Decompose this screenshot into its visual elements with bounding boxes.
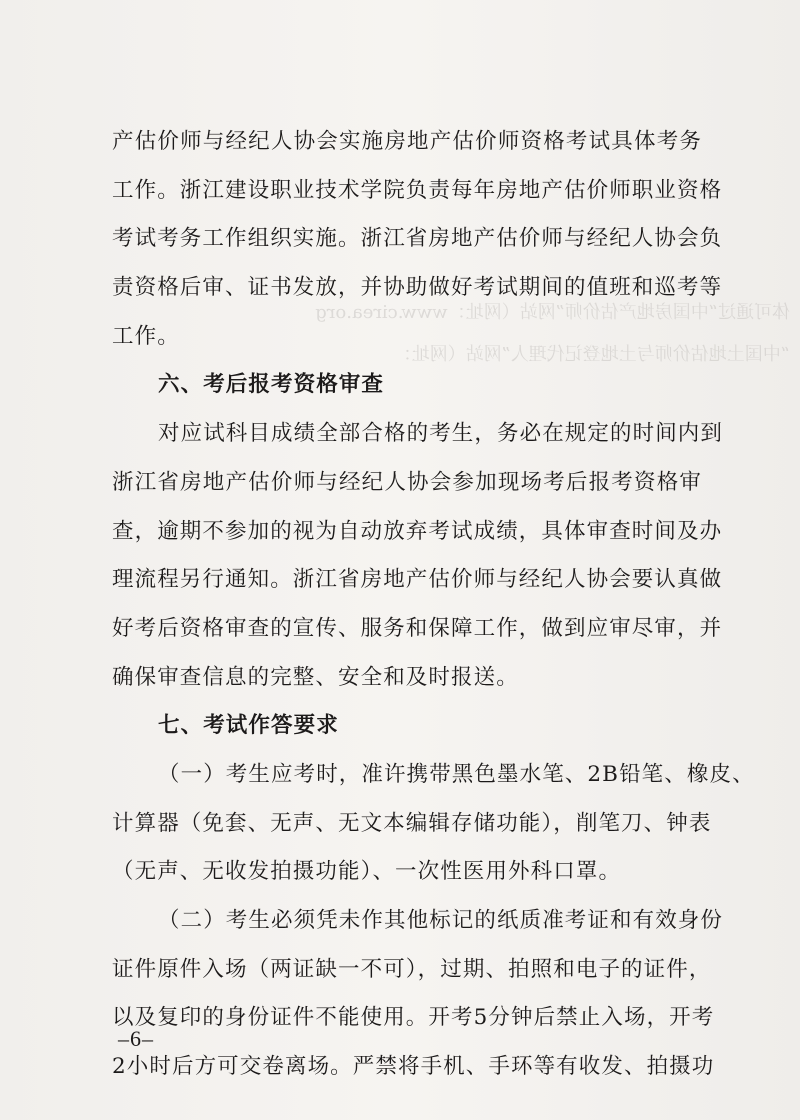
text-line: （一）考生应考时，准许携带黑色墨水笔、2B铅笔、橡皮、 (158, 761, 755, 787)
section-heading: 六、考后报考资格审查 (158, 372, 385, 398)
text-line: 好考后资格审查的宣传、服务和保障工作，做到应审尽审，并 (112, 615, 723, 641)
text-line: 证件原件入场（两证缺一不可），过期、拍照和电子的证件， (112, 956, 712, 982)
text-line: 对应试科目成绩全部合格的考生，务必在规定的时间内到 (158, 421, 724, 447)
text-line: 查，逾期不参加的视为自动放弃考试成绩，具体审查时间及办 (112, 518, 723, 544)
text-line: 以及复印的身份证件不能使用。开考5分钟后禁止入场，开考 (112, 1005, 715, 1031)
text-line: 考试考务工作组织实施。浙江省房地产估价师与经纪人协会负 (112, 226, 723, 252)
text-line: 责资格后审、证书发放，并协助做好考试期间的值班和巡考等 (112, 275, 723, 301)
text-line: 工作。浙江建设职业技术学院负责每年房地产估价师职业资格 (112, 177, 723, 203)
text-line: 理流程另行通知。浙江省房地产估价师与经纪人协会要认真做 (112, 567, 723, 593)
text-line: 工作。 (112, 323, 180, 349)
text-line: 浙江省房地产估价师与经纪人协会参加现场考后报考资格审 (112, 469, 702, 495)
page-number: –6– (118, 1026, 154, 1051)
text-line: 确保审查信息的完整、安全和及时报送。 (112, 664, 519, 690)
text-line: 产估价师与经纪人协会实施房地产估价师资格考试具体考务 (112, 129, 702, 154)
body-text (112, 118, 755, 1092)
text-line: （二）考生必须凭未作其他标记的纸质准考证和有效身份 (158, 908, 724, 933)
text-line: （无声、无收发拍摄功能）、一次性医用外科口罩。 (112, 859, 622, 885)
text-line: 2小时后方可交卷离场。严禁将手机、手环等有收发、拍摄功 (112, 1054, 715, 1080)
section-heading: 七、考试作答要求 (158, 713, 339, 739)
text-line: 计算器（免套、无声、无文本编辑存储功能），削笔刀、钟表 (112, 810, 712, 836)
bleed-through-text: 体可通过“中国房地产估价师”网站（网址：www.cirea.org “中国土地估价师与土地登记代理人”网站（网址： (315, 302, 790, 365)
